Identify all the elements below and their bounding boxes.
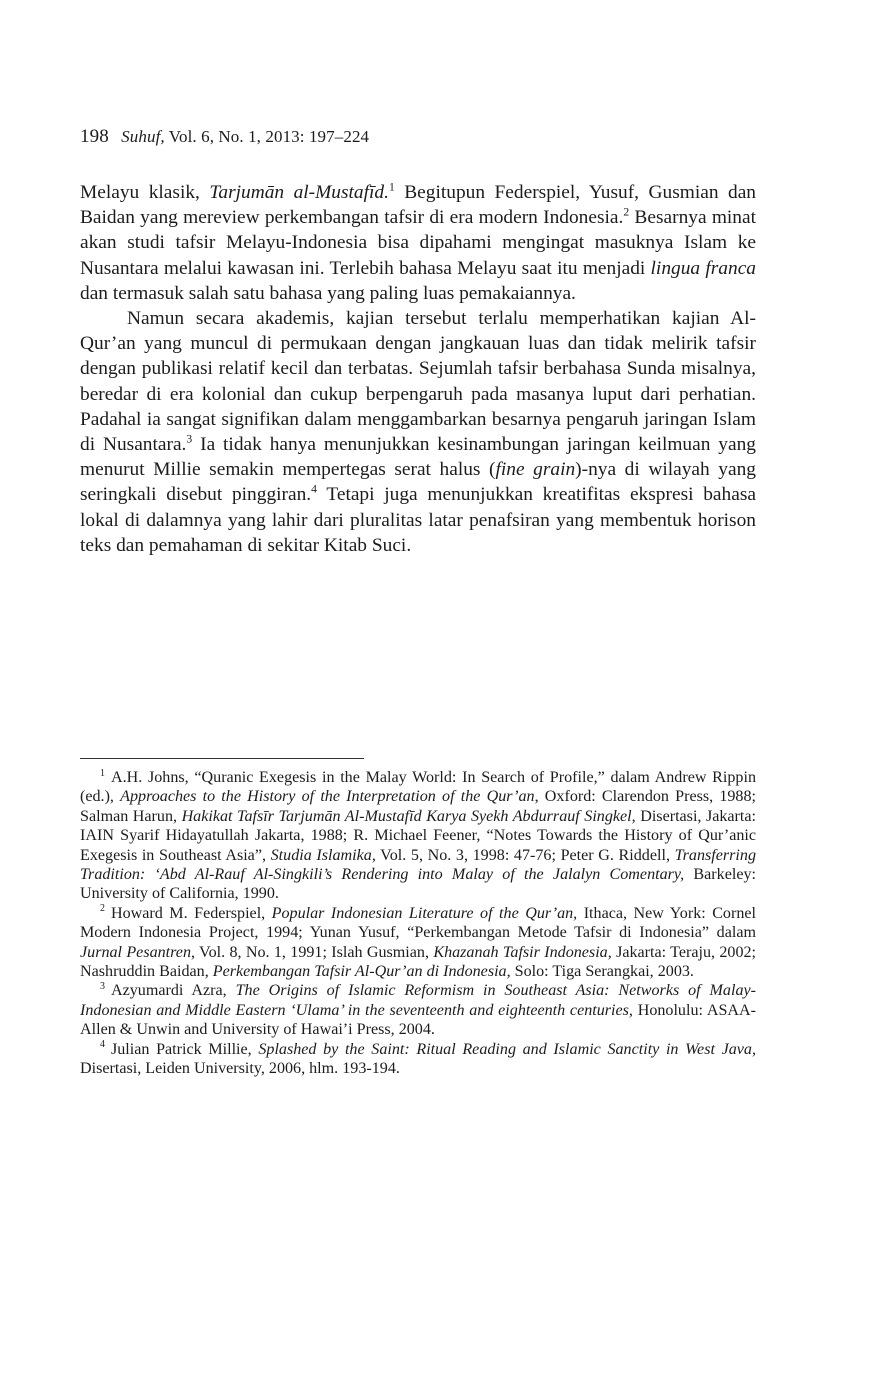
paragraph-1 <box>80 180 756 306</box>
text-run: , Vol. 8, No. 1, 1991; Islah Gusmian, <box>191 943 434 961</box>
text-run: , Oxford: Clarendon Press, 1988; Salman Harun, <box>80 788 756 825</box>
text-run: Honolulu: ASAA-Allen & Unwin and University of Hawai’i Press, 2004. <box>80 1001 757 1039</box>
italic-title: Hakikat Tafsīr Tarjumān Al-Mustafīd Karya Syekh Abdurrauf Singkel, <box>181 807 636 825</box>
text-run: Tetapi juga menunjukkan kreatifitas ekspresi bahasa lokal di dalamnya yang lahir dari pluralitas latar penafsiran yang membentuk horison teks dan pemahaman di sekitar Kitab Suci. <box>80 484 756 556</box>
italic-term: lingua franca <box>650 257 756 279</box>
paragraph-2 <box>80 306 756 558</box>
footnote-3 <box>80 981 756 1039</box>
footnote-divider <box>80 758 364 759</box>
text-run: Namun secara akademis, kajian tersebut terlalu memperhatikan kajian Al-Qur’an yang muncul di permukaan dengan jangkauan luas dan tidak melirik tafsir dengan publikasi relatif kecil dan terbatas. Sejumlah tafsir berbahasa Sunda misalnya, beredar di era kolonial dan cukup berpengaruh pada masanya luput dari perhatian. Padahal ia sangat signifikan dalam menggambarkan besarnya pengaruh jaringan Islam di Nusantara. <box>80 308 756 456</box>
journal-volume: Vol. 6, No. 1, 2013: 197–224 <box>168 127 370 146</box>
italic-title: Perkembangan Tafsir Al-Qur’an di Indonesia, <box>212 963 511 981</box>
text-run: , Vol. 5, No. 3, 1998: 47-76; Peter G. Riddell, <box>371 846 675 864</box>
italic-title: Studia Islamika <box>270 846 372 864</box>
italic-title: Approaches to the History of the Interpretation of the Qur’an <box>120 788 535 806</box>
page-number: 198 <box>80 126 109 147</box>
footnote-1 <box>80 768 756 904</box>
italic-title: Jurnal Pesantren <box>80 943 191 961</box>
text-run: Julian Patrick Millie, <box>110 1040 259 1058</box>
footnote-ref-3: 3 <box>186 432 193 446</box>
footnote-ref-4: 4 <box>311 482 317 496</box>
italic-title: Tarjumān al-Mustafīd. <box>209 182 389 203</box>
text-run: A.H. Johns, “Quranic Exegesis in the Malay World: In Search of Profile,” dalam Andrew Rippin (ed.), <box>80 769 756 806</box>
italic-title: Popular Indonesian Literature of the Qur’an, <box>271 904 578 922</box>
footnote-ref-2: 2 <box>623 205 630 219</box>
journal-name: Suhuf, <box>121 127 165 146</box>
italic-title: Khazanah Tafsir Indonesia, <box>433 943 612 961</box>
text-run: Barkeley: University of California, 1990. <box>80 866 756 903</box>
italic-term: fine grain <box>495 459 576 481</box>
italic-title: The Origins of Islamic Reformism in Southeast Asia: Networks of Malay-Indonesian and Middle Eastern ‘Ulama’ in the seventeenth and eighteenth centuries, <box>80 982 757 1019</box>
footnote-number: 1 <box>100 767 105 779</box>
text-run: Disertasi, Jakarta: IAIN Syarif Hidayatullah Jakarta, 1988; R. Michael Feener, “Notes Towards the History of Qur’anic Exegesis in Southeast Asia”, <box>80 807 757 864</box>
text-run: Besarnya minat akan studi tafsir Melayu-Indonesia bisa dipahami mengingat masuknya Islam ke Nusantara melalui kawasan ini. Terlebih bahasa Melayu saat itu menjadi <box>80 207 756 279</box>
text-run: )-nya di wilayah yang seringkali disebut pinggiran. <box>80 459 756 506</box>
text-run: Azyumardi Azra, <box>110 982 236 1000</box>
footnote-number: 2 <box>100 903 105 915</box>
text-run: Jakarta: Teraju, 2002; Nashruddin Baidan, <box>80 943 757 981</box>
text-run: Begitupun Federspiel, Yusuf, Gusmian dan Baidan yang mereview perkembangan tafsir di era modern Indonesia. <box>80 182 757 229</box>
text-run: Ia tidak hanya menunjukkan kesinambungan jaringan keilmuan yang menurut Millie semakin mempertegas serat halus ( <box>80 434 756 481</box>
italic-title: Splashed by the Saint: Ritual Reading and Islamic Sanctity in West Java, <box>258 1040 756 1058</box>
footnote-number: 4 <box>100 1039 105 1051</box>
text-run: Solo: Tiga Serangkai, 2003. <box>510 963 694 981</box>
text-run: dan termasuk salah satu bahasa yang paling luas pemakaiannya. <box>80 282 576 304</box>
main-text <box>80 180 756 558</box>
text-run: Disertasi, Leiden University, 2006, hlm. 193-194. <box>80 1060 400 1078</box>
footnote-2 <box>80 904 756 982</box>
running-header <box>80 126 369 148</box>
italic-title: Transferring Tradition: ‘Abd Al-Rauf Al-Singkili’s Rendering into Malay of the Jalalyn Comentary, <box>80 846 756 884</box>
footnotes <box>80 768 756 1079</box>
text-run: Howard M. Federspiel, <box>110 904 272 922</box>
text-run: Melayu klasik, <box>80 182 210 203</box>
footnote-ref-1: 1 <box>388 180 395 194</box>
footnote-number: 3 <box>100 981 105 993</box>
footnote-4 <box>80 1040 756 1079</box>
text-run: Ithaca, New York: Cornel Modern Indonesia Project, 1994; Yunan Yusuf, “Perkembangan Metode Tafsir di Indonesia” dalam <box>80 904 757 942</box>
